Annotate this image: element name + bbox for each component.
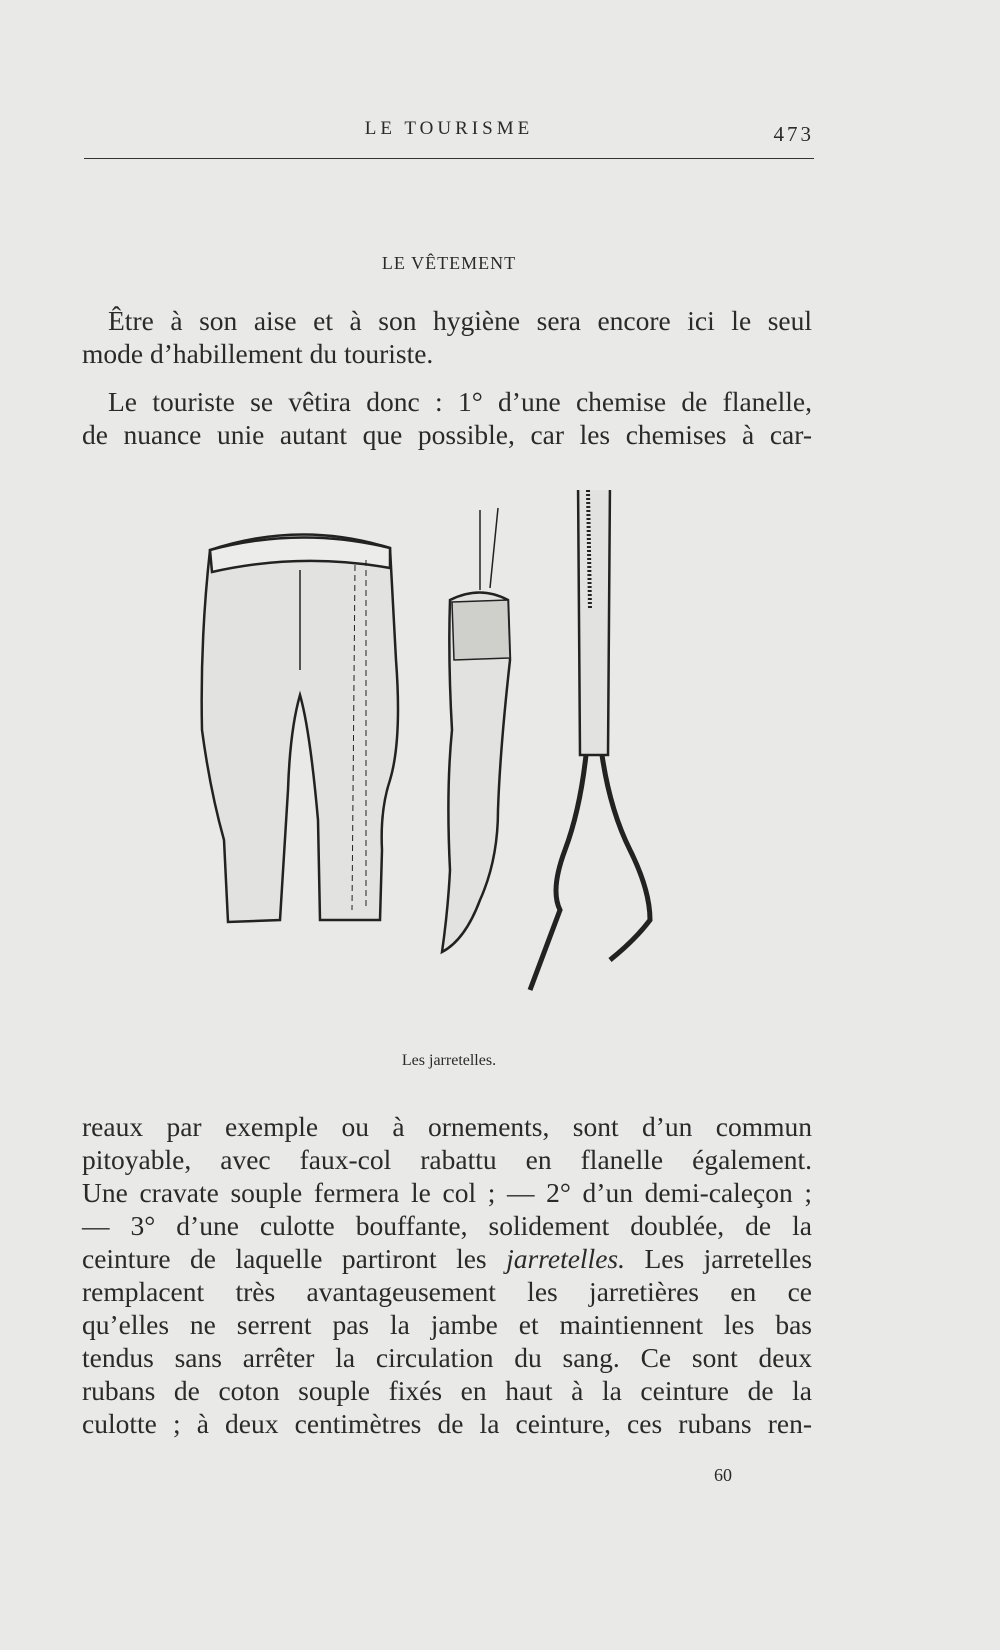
page-number: 473 bbox=[773, 122, 814, 146]
suspender-drawing bbox=[530, 490, 650, 990]
text-line: — 3° d’une culotte bouffante, solidement doublée, de la bbox=[82, 1210, 812, 1241]
signature-mark: 60 bbox=[714, 1465, 732, 1485]
text-line bbox=[82, 1242, 812, 1275]
breeches-drawing bbox=[202, 534, 398, 922]
text-line: mode d’habillement du touriste. bbox=[82, 338, 434, 369]
paragraph-2 bbox=[82, 385, 812, 451]
section-heading: LE VÊTEMENT bbox=[381, 253, 517, 273]
paragraph-3 bbox=[82, 1110, 812, 1440]
figure-caption: Les jarretelles. bbox=[401, 1052, 497, 1069]
garments-drawing bbox=[180, 490, 700, 1050]
paragraph-1 bbox=[82, 304, 812, 370]
text-line: Le touriste se vêtira donc : 1° d’une chemise de flanelle, bbox=[108, 386, 812, 417]
stocking-drawing bbox=[442, 508, 510, 952]
text-line: tendus sans arrêter la circulation du sang. Ce sont deux bbox=[82, 1342, 812, 1373]
text-line: pitoyable, avec faux-col rabattu en flanelle également. bbox=[82, 1144, 812, 1175]
text-line: de nuance unie autant que possible, car les chemises à car- bbox=[82, 419, 812, 450]
text-line: qu’elles ne serrent pas la jambe et maintiennent les bas bbox=[82, 1309, 812, 1340]
text-line: reaux par exemple ou à ornements, sont d’un commun bbox=[82, 1111, 812, 1142]
text-line: remplacent très avantageusement les jarretières en ce bbox=[82, 1276, 812, 1307]
text-line: Une cravate souple fermera le col ; — 2° d’un demi-caleçon ; bbox=[82, 1177, 812, 1208]
running-title: LE TOURISME bbox=[364, 118, 534, 139]
text-segment: ceinture de laquelle partiront les bbox=[82, 1243, 487, 1274]
text-line: culotte ; à deux centimètres de la ceinture, ces rubans ren- bbox=[82, 1408, 812, 1439]
illustration-jarretelles bbox=[180, 490, 700, 1050]
text-line: Être à son aise et à son hygiène sera encore ici le seul bbox=[108, 305, 812, 336]
italic-term: jarretelles. bbox=[506, 1243, 625, 1274]
text-segment: Les jarretelles bbox=[644, 1243, 813, 1274]
text-line: rubans de coton souple fixés en haut à la ceinture de la bbox=[82, 1375, 812, 1406]
running-head bbox=[84, 118, 814, 148]
header-rule bbox=[84, 158, 814, 159]
